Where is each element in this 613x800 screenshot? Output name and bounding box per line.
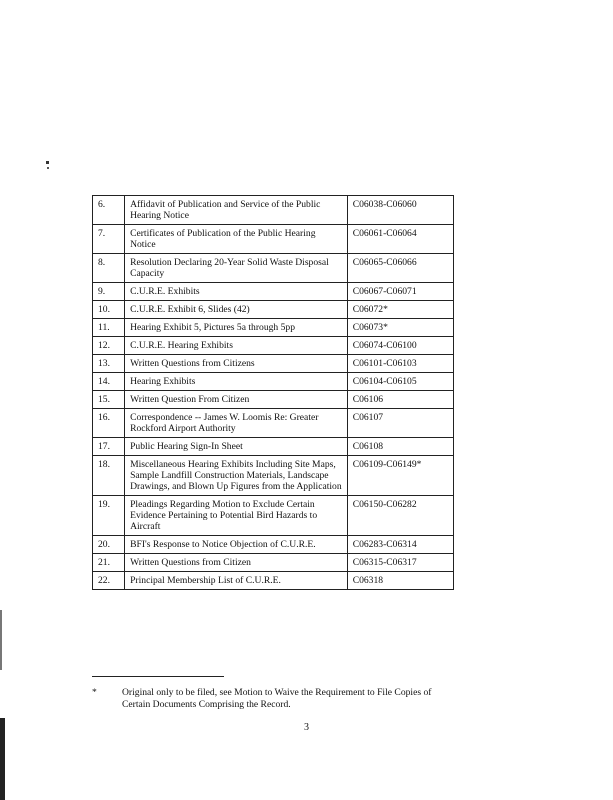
table-row xyxy=(93,456,454,496)
row-page-range: C06150-C06282 xyxy=(347,496,453,536)
table-row xyxy=(93,536,454,554)
scan-edge xyxy=(0,610,2,670)
row-number: 17. xyxy=(93,438,125,456)
row-description: Written Questions from Citizens xyxy=(125,355,348,373)
row-page-range: C06109-C06149* xyxy=(347,456,453,496)
scan-mark xyxy=(46,161,49,164)
row-number: 19. xyxy=(93,496,125,536)
table-row xyxy=(93,355,454,373)
table-row xyxy=(93,572,454,590)
row-page-range: C06065-C06066 xyxy=(347,254,453,283)
table-row xyxy=(93,196,454,225)
row-number: 6. xyxy=(93,196,125,225)
row-page-range: C06038-C06060 xyxy=(347,196,453,225)
record-index-table xyxy=(92,195,454,590)
row-number: 14. xyxy=(93,373,125,391)
row-description: C.U.R.E. Exhibit 6, Slides (42) xyxy=(125,301,348,319)
row-page-range: C06101-C06103 xyxy=(347,355,453,373)
row-description: Written Question From Citizen xyxy=(125,391,348,409)
row-page-range: C06106 xyxy=(347,391,453,409)
row-number: 18. xyxy=(93,456,125,496)
row-description: Affidavit of Publication and Service of the Public Hearing Notice xyxy=(125,196,348,225)
footnote-divider xyxy=(92,676,224,677)
table-row xyxy=(93,554,454,572)
row-number: 7. xyxy=(93,225,125,254)
footnote xyxy=(92,687,456,711)
table-row xyxy=(93,283,454,301)
row-page-range: C06072* xyxy=(347,301,453,319)
row-description: C.U.R.E. Hearing Exhibits xyxy=(125,337,348,355)
table-row xyxy=(93,254,454,283)
row-number: 16. xyxy=(93,409,125,438)
row-number: 11. xyxy=(93,319,125,337)
row-description: Written Questions from Citizen xyxy=(125,554,348,572)
scan-mark xyxy=(47,167,49,169)
row-page-range: C06315-C06317 xyxy=(347,554,453,572)
row-page-range: C06283-C06314 xyxy=(347,536,453,554)
table-row xyxy=(93,337,454,355)
footnote-text: Original only to be filed, see Motion to Waive the Requirement to File Copies of Certain Documents Comprising the Record. xyxy=(122,687,432,710)
row-number: 12. xyxy=(93,337,125,355)
row-page-range: C06318 xyxy=(347,572,453,590)
row-description: Resolution Declaring 20-Year Solid Waste Disposal Capacity xyxy=(125,254,348,283)
table-row xyxy=(93,373,454,391)
row-page-range: C06108 xyxy=(347,438,453,456)
row-description: Principal Membership List of C.U.R.E. xyxy=(125,572,348,590)
row-page-range: C06073* xyxy=(347,319,453,337)
table-row xyxy=(93,496,454,536)
row-description: Hearing Exhibit 5, Pictures 5a through 5pp xyxy=(125,319,348,337)
row-page-range: C06061-C06064 xyxy=(347,225,453,254)
row-number: 20. xyxy=(93,536,125,554)
row-description: Miscellaneous Hearing Exhibits Including Site Maps, Sample Landfill Construction Materials, Landscape Drawings, and Blown Up Figures from the Application xyxy=(125,456,348,496)
row-number: 13. xyxy=(93,355,125,373)
footnote-mark: * xyxy=(92,687,97,698)
row-number: 8. xyxy=(93,254,125,283)
row-description: Certificates of Publication of the Public Hearing Notice xyxy=(125,225,348,254)
row-description: BFI's Response to Notice Objection of C.U.R.E. xyxy=(125,536,348,554)
row-description: Hearing Exhibits xyxy=(125,373,348,391)
table-row xyxy=(93,319,454,337)
row-page-range: C06107 xyxy=(347,409,453,438)
row-number: 15. xyxy=(93,391,125,409)
row-page-range: C06074-C06100 xyxy=(347,337,453,355)
row-number: 9. xyxy=(93,283,125,301)
row-page-range: C06067-C06071 xyxy=(347,283,453,301)
row-description: Public Hearing Sign-In Sheet xyxy=(125,438,348,456)
row-number: 21. xyxy=(93,554,125,572)
row-page-range: C06104-C06105 xyxy=(347,373,453,391)
row-description: Correspondence -- James W. Loomis Re: Greater Rockford Airport Authority xyxy=(125,409,348,438)
table-row xyxy=(93,391,454,409)
table-row xyxy=(93,301,454,319)
table-row xyxy=(93,438,454,456)
page-number: 3 xyxy=(304,722,309,733)
table-row xyxy=(93,409,454,438)
row-description: C.U.R.E. Exhibits xyxy=(125,283,348,301)
row-description: Pleadings Regarding Motion to Exclude Certain Evidence Pertaining to Potential Bird Hazards to Aircraft xyxy=(125,496,348,536)
row-number: 22. xyxy=(93,572,125,590)
row-number: 10. xyxy=(93,301,125,319)
table-row xyxy=(93,225,454,254)
